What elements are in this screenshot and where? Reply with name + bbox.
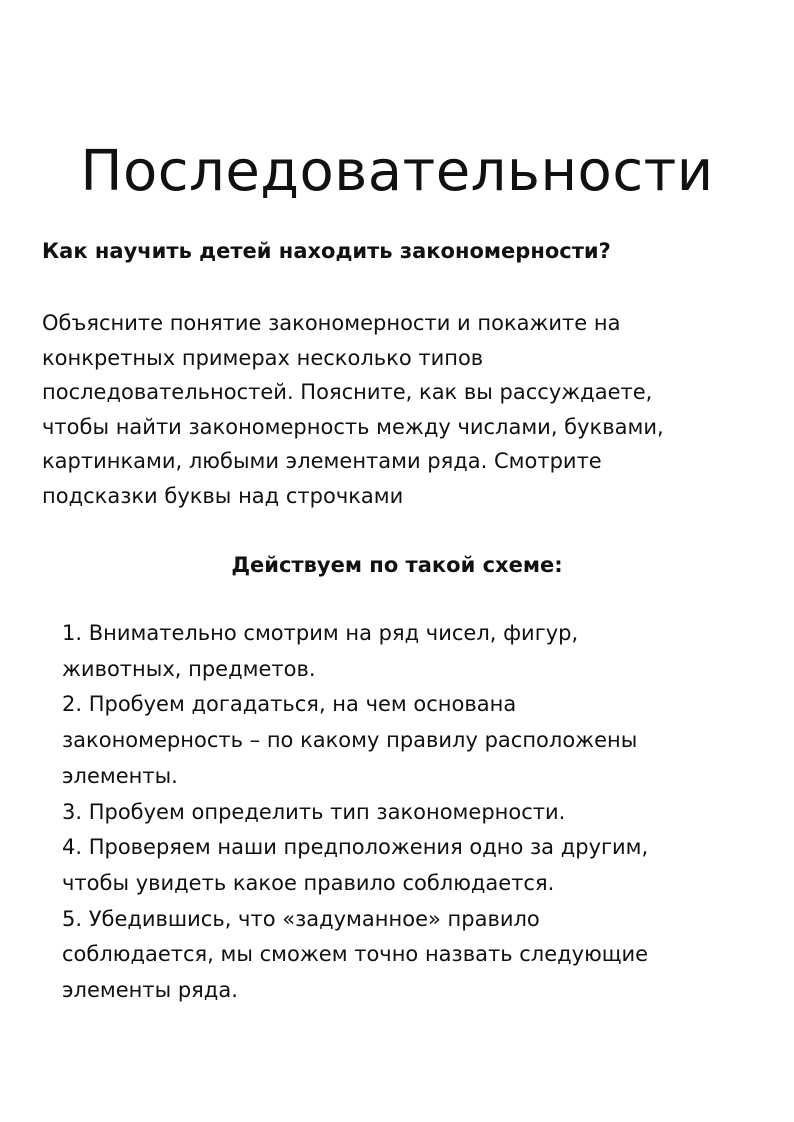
intro-line: конкретных примерах несколько типов — [42, 345, 484, 370]
step-line: элементы. — [62, 763, 178, 788]
step-line: животных, предметов. — [62, 656, 316, 681]
step-line: 2. Пробуем догадаться, на чем основана — [62, 692, 517, 717]
intro-line: Объясните понятие закономерности и покажите на — [42, 311, 621, 335]
intro-line: последовательностей. Поясните, как вы рассуждаете, — [42, 380, 653, 404]
intro-paragraph — [42, 306, 762, 513]
step-line: чтобы увидеть какое правило соблюдается. — [62, 870, 555, 895]
question-heading: Как научить детей находить закономерности? — [42, 239, 611, 263]
intro-line: чтобы найти закономерность между числами, буквами, — [42, 414, 664, 439]
step-line: 3. Пробуем определить тип закономерности. — [62, 799, 566, 824]
step-line: 1. Внимательно смотрим на ряд чисел, фигур, — [62, 621, 579, 645]
intro-line: подсказки буквы над строчками — [42, 483, 404, 508]
page-title: Последовательности — [80, 139, 714, 204]
step-line: 5. Убедившись, что «задуманное» правило — [62, 906, 540, 931]
step-line: 4. Проверяем наши предположения одно за другим, — [62, 835, 649, 860]
step-line: соблюдается, мы сможем точно назвать следующие — [62, 942, 649, 967]
steps-list — [62, 616, 762, 1009]
scheme-heading: Действуем по такой схеме: — [231, 553, 563, 577]
step-line: элементы ряда. — [62, 978, 238, 1003]
step-line: закономерность – по какому правилу расположены — [62, 728, 638, 753]
intro-line: картинками, любыми элементами ряда. Смотрите — [42, 449, 602, 473]
